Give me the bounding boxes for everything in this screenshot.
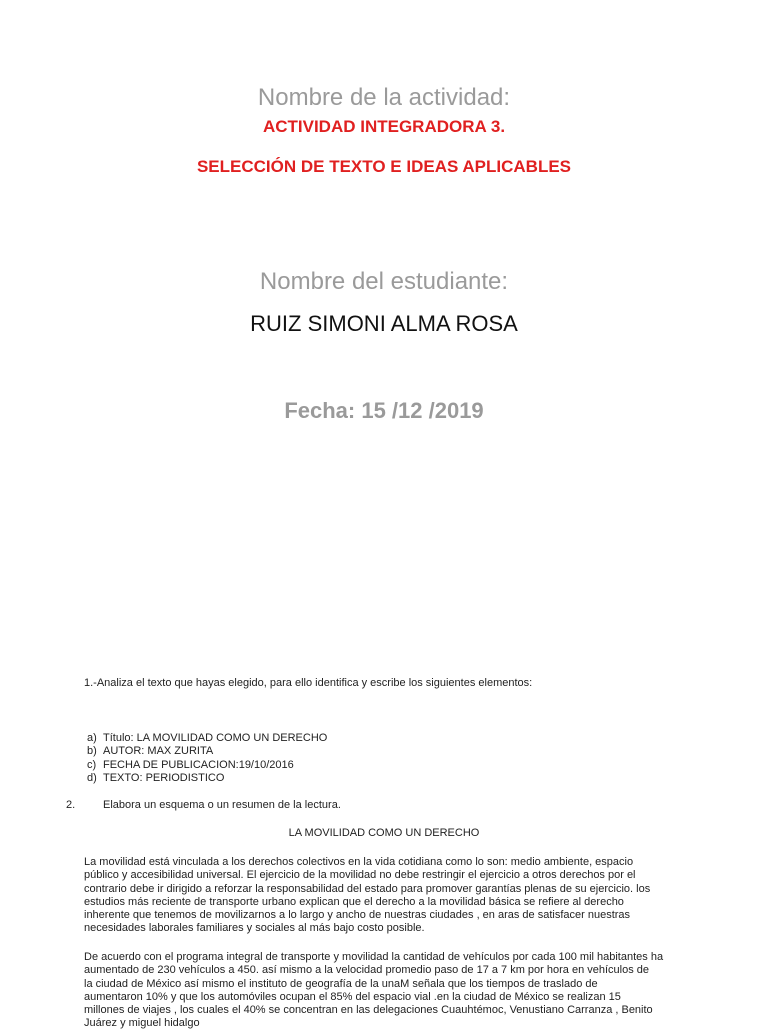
paragraph-line: aumentado de 230 vehículos a 450. así mismo a la velocidad promedio paso de 17 a 7 km por hora en vehículos de — [84, 964, 650, 977]
list-marker: d) — [87, 771, 97, 784]
list-marker: c) — [87, 758, 97, 771]
question-2-number: 2. — [66, 799, 76, 811]
paragraph-line: contrario debe ir dirigido a reforzar la responsabilidad del estado para promover garantías plenas de su ejercicio. los — [84, 882, 651, 895]
list-item — [87, 772, 327, 785]
list-item-text: Título: LA MOVILIDAD COMO UN DERECHO — [103, 732, 328, 744]
paragraph-line: millones de viajes , los cuales el 40% se concentran en las delegaciones Cuauhtémoc, Venustiano Carranza , Benito — [84, 1004, 653, 1017]
paragraph-line: la ciudad de México así mismo el instituto de geografía de la unaM señala que los tiempos de traslado de — [84, 977, 598, 990]
reading-paragraph-2 — [84, 951, 704, 1031]
reading-title: LA MOVILIDAD COMO UN DERECHO — [288, 827, 480, 839]
paragraph-line: inherente que tenemos de movilizarnos a lo largo y ancho de nuestras ciudades , en aras de satisfacer nuestras — [84, 909, 631, 922]
activity-subtitle: SELECCIÓN DE TEXTO E IDEAS APLICABLES — [196, 157, 572, 176]
paragraph-line: público y accesibilidad universal. El ejercicio de la movilidad no debe restringir el ejercicio a otros derechos por el — [84, 869, 636, 882]
paragraph-line: Juárez y miguel hidalgo — [84, 1017, 200, 1030]
question-2 — [66, 799, 341, 812]
question-2-prompt: Elabora un esquema o un resumen de la lectura. — [103, 799, 341, 811]
list-item-text: AUTOR: MAX ZURITA — [103, 745, 214, 758]
student-name: RUIZ SIMONI ALMA ROSA — [250, 311, 518, 336]
student-label: Nombre del estudiante: — [259, 268, 509, 295]
reading-paragraph-1 — [84, 856, 704, 936]
list-item-text: TEXTO: PERIODISTICO — [103, 771, 225, 784]
paragraph-line: La movilidad está vinculada a los derechos colectivos en la vida cotidiana como lo son: medio ambiente, espacio — [84, 856, 634, 868]
question-1-prompt: 1.-Analiza el texto que hayas elegido, para ello identifica y escribe los siguientes elementos: — [84, 677, 533, 689]
date-line: Fecha: 15 /12 /2019 — [284, 398, 484, 423]
list-item — [87, 745, 327, 758]
list-marker: b) — [87, 745, 97, 758]
paragraph-line: aumentaron 10% y que los automóviles ocupan el 85% del espacio vial .en la ciudad de México se realizan 15 — [84, 990, 621, 1003]
list-item-text: FECHA DE PUBLICACION:19/10/2016 — [103, 758, 294, 771]
paragraph-line: estudios más reciente de transporte urbano explican que el derecho a la movilidad básica se refiere al derecho — [84, 895, 624, 908]
activity-label: Nombre de la actividad: — [257, 84, 511, 111]
list-item — [87, 759, 327, 772]
paragraph-line: De acuerdo con el programa integral de transporte y movilidad la cantidad de vehículos por cada 100 mil habitantes ha — [84, 951, 664, 963]
paragraph-line: necesidades laborales familiares y sociales al más bajo costo posible. — [84, 922, 425, 935]
list-marker: a) — [87, 732, 97, 744]
list-item — [87, 732, 327, 745]
activity-name: ACTIVIDAD INTEGRADORA 3. — [262, 117, 506, 136]
question-1-items — [87, 732, 327, 785]
